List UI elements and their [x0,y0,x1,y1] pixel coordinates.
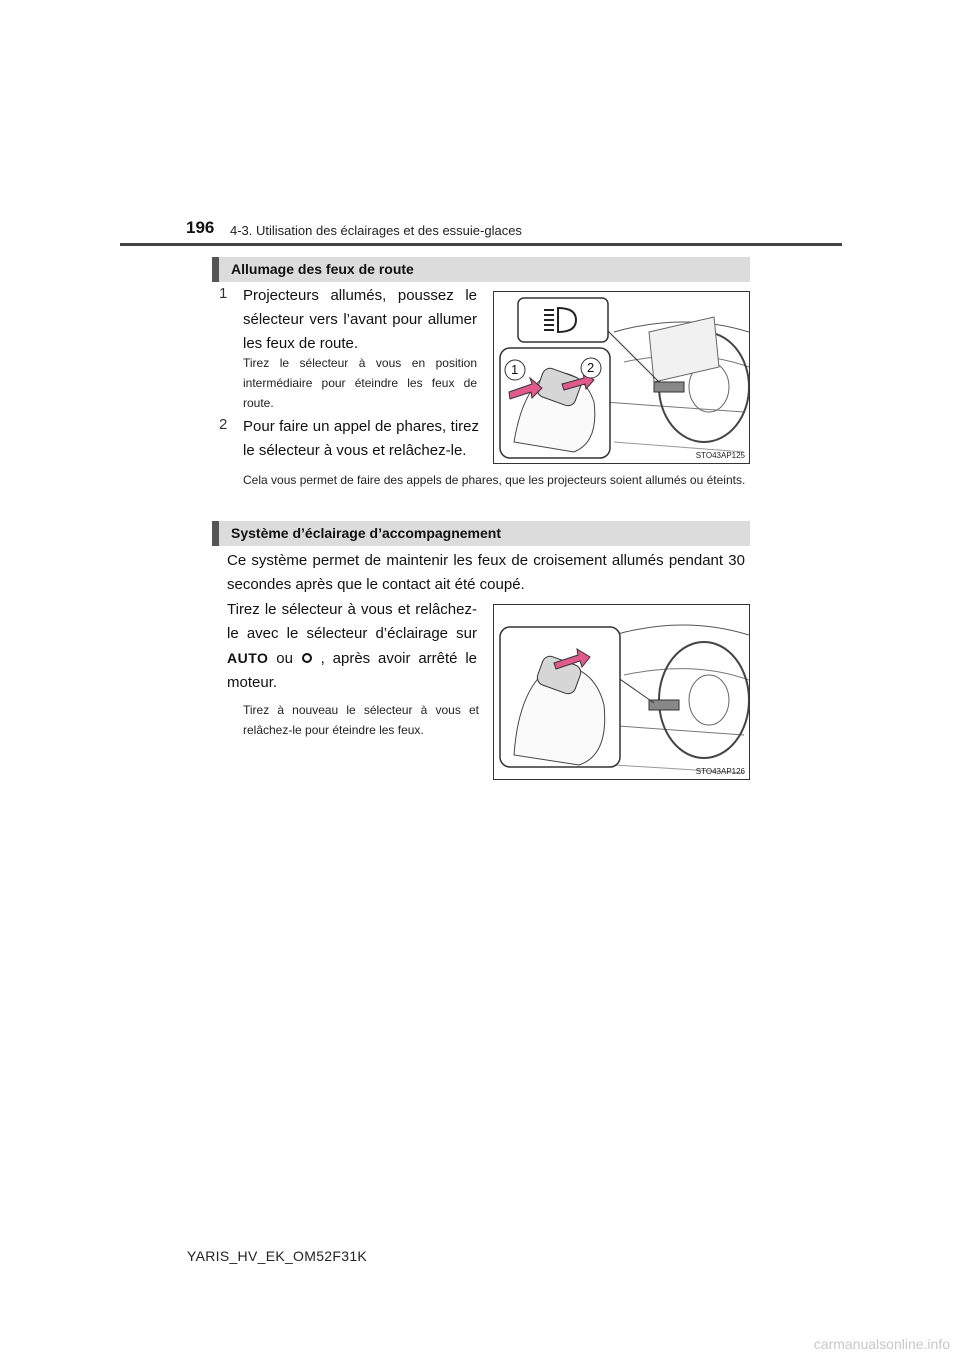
section-title: Système d’éclairage d’accompagnement [231,525,501,541]
step-number-2: 2 [219,416,228,433]
section2-instruction [227,598,477,695]
section2-note: Tirez à nouveau le sélecteur à vous et relâchez-le pour éteindre les feux. [243,703,479,737]
document-code: YARIS_HV_EK_OM52F31K [187,1248,368,1264]
step2-text: Pour faire un appel de phares, tirez le sélecteur à vous et relâchez-le. [243,418,479,459]
lever-illustration [494,292,750,464]
auto-label: AUTO [227,650,269,666]
section2-intro: Ce système permet de maintenir les feux de croisement allumés pendant 30 secondes après que le contact ait été coupé. [227,552,745,593]
figure-high-beam-lever [493,291,750,464]
page-number: 196 [186,218,215,237]
callout-2: 2 [587,360,595,375]
step-number-1: 1 [219,285,228,302]
light-on-icon [301,650,321,667]
section-heading-follow-me-home [212,521,750,546]
step1-note: Tirez le sélecteur à vous en position intermédiaire pour éteindre les feux de route. [243,356,477,410]
instruction-part1: Tirez le sélecteur à vous et relâchez-le avec le sélecteur d’éclairage sur [227,601,477,642]
step1-text: Projecteurs allumés, poussez le sélecteur vers l’avant pour allumer les feux de route. [243,287,477,352]
figure-follow-me-home-lever [493,604,750,780]
section-heading-high-beam [212,257,750,282]
section1-note: Cela vous permet de faire des appels de phares, que les projecteurs soient allumés ou éteints. [243,473,746,487]
header-rule [120,243,842,246]
watermark[interactable]: carmanualsonline.info [813,1336,950,1352]
figure-caption: STO43AP126 [695,767,745,776]
callout-1: 1 [511,362,519,377]
section-title: Allumage des feux de route [231,261,414,277]
lever-illustration [494,605,750,780]
instruction-part2: , après avoir arrêté le moteur. [227,650,478,691]
figure-caption: STO43AP125 [695,451,745,460]
section-path: 4-3. Utilisation des éclairages et des essuie-glaces [230,223,522,238]
or-word: ou [276,650,293,667]
